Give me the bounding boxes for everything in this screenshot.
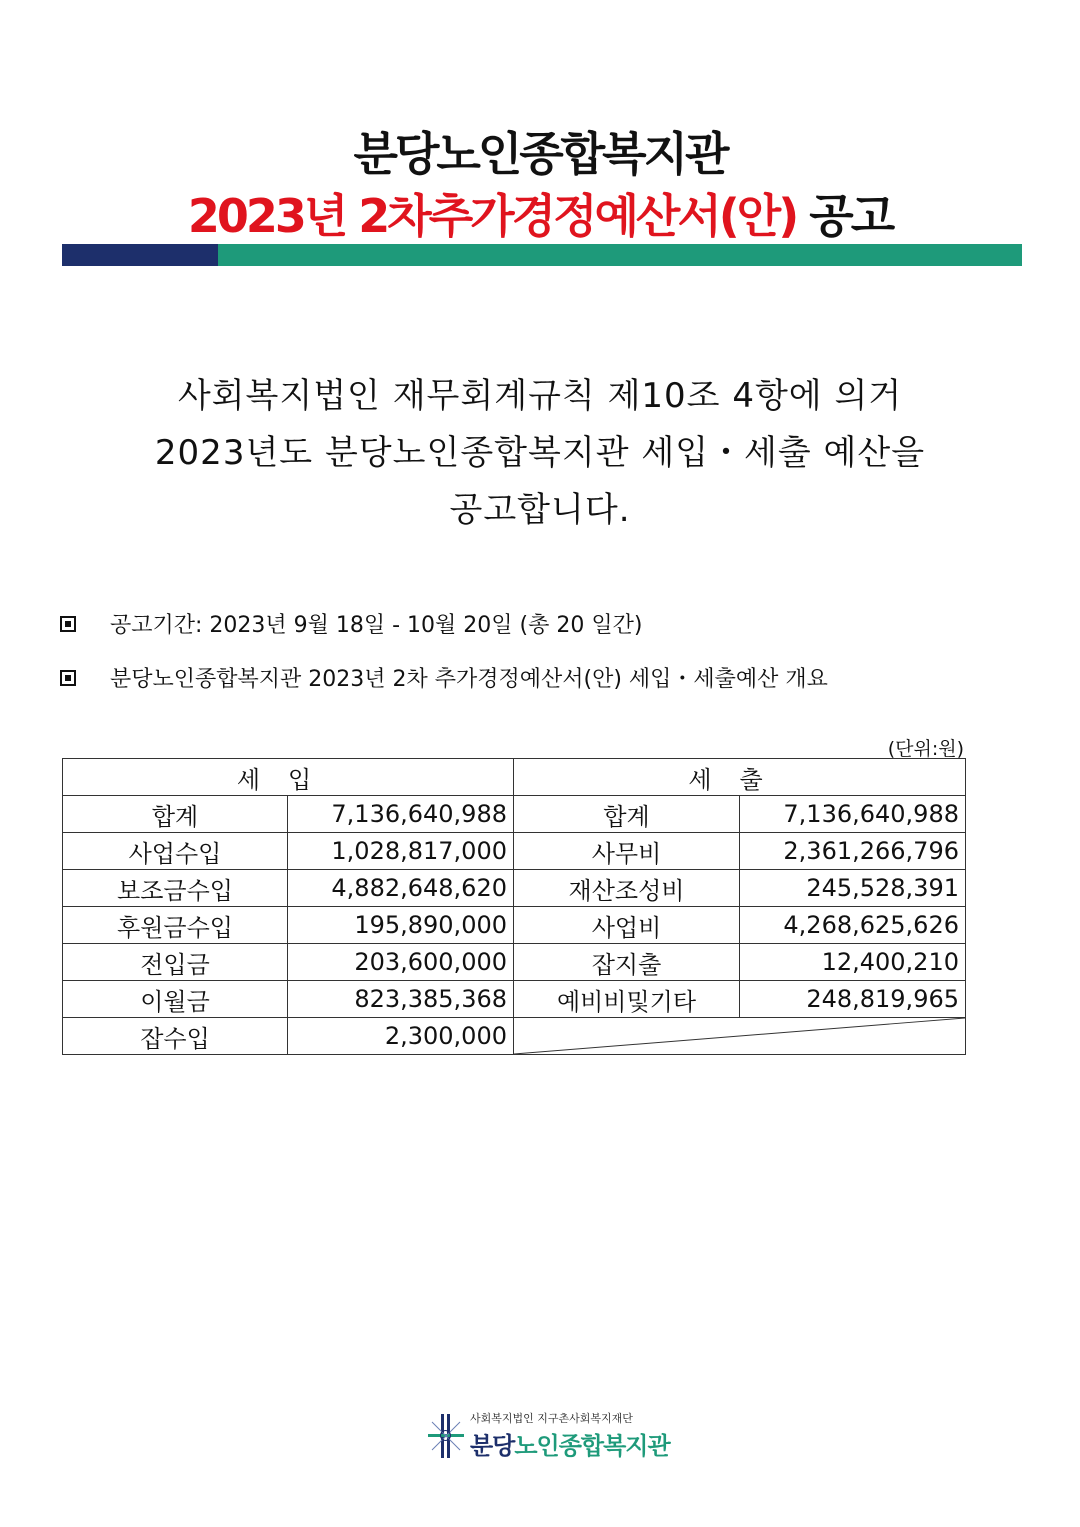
- revenue-amount: 2,300,000: [288, 1018, 514, 1055]
- square-bullet-icon: [60, 670, 76, 686]
- table-header-row: [63, 759, 966, 796]
- expense-label: 사무비: [514, 833, 740, 870]
- revenue-label: 전입금: [63, 944, 288, 981]
- table-row: [63, 796, 966, 833]
- table-row: [63, 870, 966, 907]
- expense-label: 예비비및기타: [514, 981, 740, 1018]
- empty-diagonal-cell: [514, 1018, 966, 1055]
- expense-amount: 245,528,391: [740, 870, 966, 907]
- page-title: 분당노인종합복지관: [353, 127, 727, 181]
- revenue-amount: 195,890,000: [288, 907, 514, 944]
- expense-label: 재산조성비: [514, 870, 740, 907]
- foundation-name: 사회복지법인 지구촌사회복지재단: [470, 1412, 633, 1425]
- divider-navy-segment: [62, 244, 218, 266]
- center-name: [470, 1426, 670, 1461]
- bullet-text: 분당노인종합복지관 2023년 2차 추가경정예산서(안) 세입・세출예산 개요: [110, 667, 828, 692]
- notice-title-suffix: 공고: [809, 189, 893, 243]
- expense-amount: 2,361,266,796: [740, 833, 966, 870]
- intro-line-1: 사회복지법인 재무회계규칙 제10조 4항에 의거: [177, 376, 903, 416]
- expense-label: 사업비: [514, 907, 740, 944]
- revenue-amount: 823,385,368: [288, 981, 514, 1018]
- intro-text: [0, 368, 1080, 539]
- expense-label: 잡지출: [514, 944, 740, 981]
- intro-line-2: 2023년도 분당노인종합복지관 세입・세출 예산을: [154, 433, 926, 473]
- footer-logo: [426, 1408, 670, 1464]
- emblem-icon: [426, 1412, 466, 1460]
- revenue-label: 합계: [63, 796, 288, 833]
- unit-label: (단위:원): [887, 738, 964, 760]
- revenue-amount: 203,600,000: [288, 944, 514, 981]
- expense-label: 합계: [514, 796, 740, 833]
- center-name-part2: 노인종합복지관: [514, 1432, 670, 1460]
- table-row: [63, 944, 966, 981]
- expense-amount: 7,136,640,988: [740, 796, 966, 833]
- expense-amount: 12,400,210: [740, 944, 966, 981]
- revenue-label: 사업수입: [63, 833, 288, 870]
- intro-line-3: 공고합니다.: [449, 490, 631, 530]
- center-name-part1: 분당: [470, 1432, 515, 1460]
- divider-green-segment: [218, 244, 1022, 266]
- notice-title-main: 2023년 2차추가경정예산서(안): [187, 189, 797, 243]
- title-divider: [62, 244, 1022, 266]
- revenue-amount: 7,136,640,988: [288, 796, 514, 833]
- table-row: [63, 833, 966, 870]
- bullet-budget-overview: [60, 662, 828, 693]
- budget-table: [62, 758, 966, 1055]
- table-row: [63, 981, 966, 1018]
- revenue-label: 잡수입: [63, 1018, 288, 1055]
- diagonal-line: [514, 1018, 965, 1054]
- expense-amount: 4,268,625,626: [740, 907, 966, 944]
- bullet-text: 공고기간: 2023년 9월 18일 - 10월 20일 (총 20 일간): [110, 613, 643, 638]
- expense-header: 세출: [514, 759, 966, 796]
- revenue-label: 이월금: [63, 981, 288, 1018]
- bullet-notice-period: [60, 608, 642, 639]
- table-row: [63, 1018, 966, 1055]
- revenue-label: 보조금수입: [63, 870, 288, 907]
- revenue-header: 세입: [63, 759, 514, 796]
- revenue-label: 후원금수입: [63, 907, 288, 944]
- square-bullet-icon: [60, 616, 76, 632]
- table-row: [63, 907, 966, 944]
- expense-amount: 248,819,965: [740, 981, 966, 1018]
- revenue-amount: 1,028,817,000: [288, 833, 514, 870]
- revenue-amount: 4,882,648,620: [288, 870, 514, 907]
- notice-title: [0, 180, 1080, 246]
